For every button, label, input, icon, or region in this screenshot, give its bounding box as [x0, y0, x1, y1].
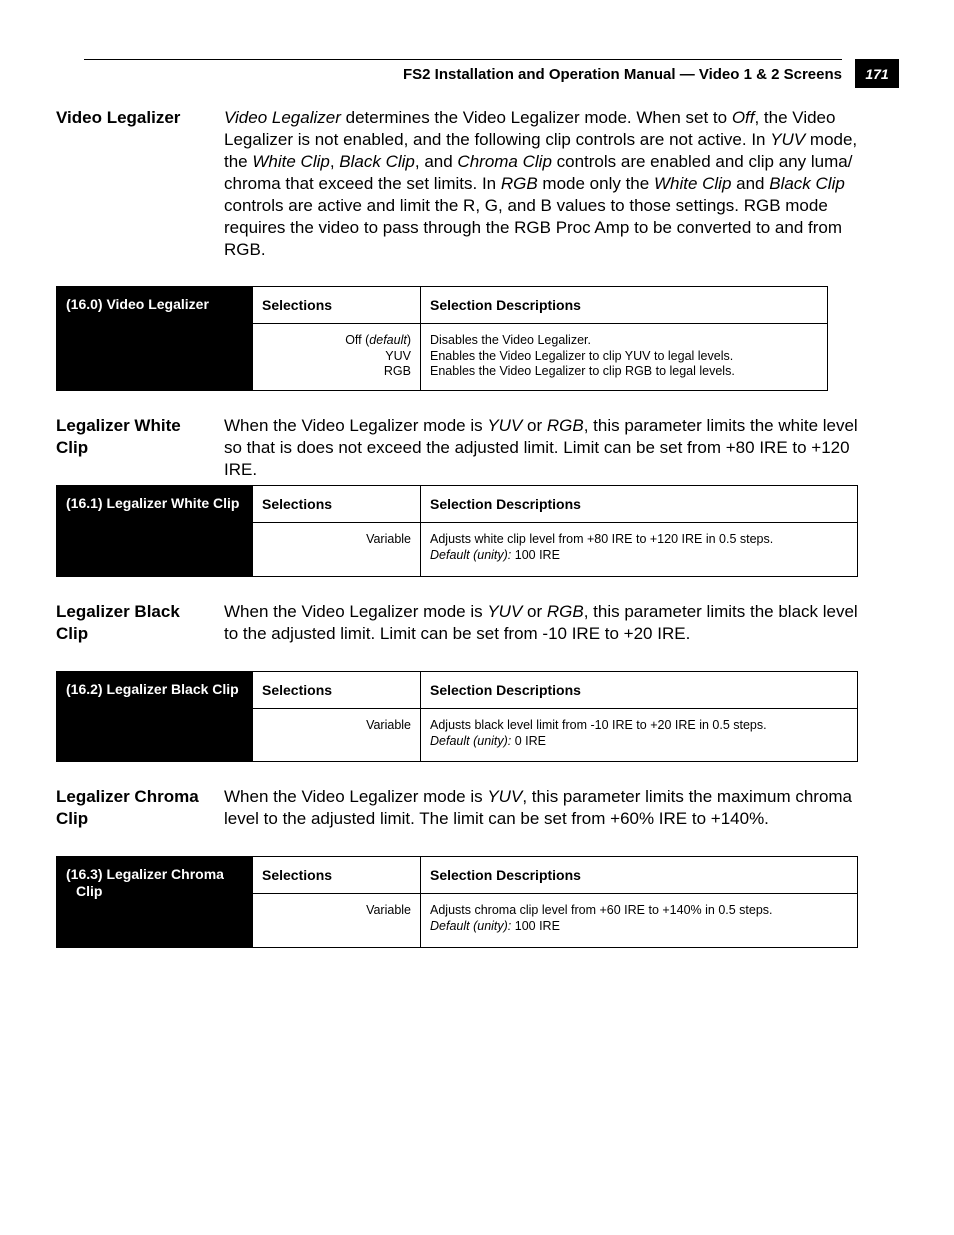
- header-rule: [84, 59, 842, 60]
- selections-header: Selections: [253, 486, 421, 523]
- descriptions-header: Selection Descriptions: [421, 857, 857, 894]
- descriptions-header: Selection Descriptions: [421, 287, 827, 324]
- cell-line: Variable: [366, 718, 411, 732]
- param-name-cell: (16.2) Legalizer Black Clip: [57, 672, 253, 761]
- cell-line: YUV: [385, 348, 411, 363]
- section-body: When the Video Legalizer mode is YUV or RGB, this parameter limits the black level to the adjusted limit. Limit can be set from -10 IRE to +20 IRE.: [224, 602, 858, 643]
- param-table-video-legalizer: [56, 286, 828, 391]
- section-heading: Legalizer Black Clip: [56, 602, 180, 643]
- cell-line: Default (unity): 0 IRE: [430, 733, 547, 748]
- cell-line: Disables the Video Legalizer.: [430, 333, 591, 347]
- running-header: FS2 Installation and Operation Manual — Video 1 & 2 Screens: [403, 66, 842, 83]
- selections-header: Selections: [253, 857, 421, 894]
- cell-line: RGB: [383, 364, 411, 378]
- param-name-cell: (16.3) Legalizer Chroma Clip: [57, 857, 253, 947]
- param-table-legalizer-white-clip: [56, 485, 858, 577]
- cell-line: Adjusts black level limit from -10 IRE to +20 IRE in 0.5 steps.: [430, 718, 767, 732]
- param-table-legalizer-chroma-clip: [56, 856, 858, 948]
- cell-line: Adjusts white clip level from +80 IRE to +120 IRE in 0.5 steps.: [430, 532, 774, 546]
- selections-cell: [253, 709, 421, 761]
- section-body: When the Video Legalizer mode is YUV, this parameter limits the maximum chroma level to the adjusted limit. The limit can be set from +60% IRE to +140%.: [224, 787, 853, 828]
- selections-cell: [253, 894, 421, 947]
- cell-line: Variable: [366, 532, 411, 546]
- cell-line: Variable: [366, 903, 411, 917]
- cell-line: Enables the Video Legalizer to clip YUV to legal levels.: [430, 348, 734, 363]
- cell-line: Adjusts chroma clip level from +60 IRE to +140% in 0.5 steps.: [430, 903, 773, 917]
- selections-header: Selections: [253, 672, 421, 709]
- param-name-cell: (16.0) Video Legalizer: [57, 287, 253, 390]
- selections-header: Selections: [253, 287, 421, 324]
- section-body: When the Video Legalizer mode is YUV or RGB, this parameter limits the white level so that is does not exceed the adjusted limit. Limit can be set from +80 IRE to +120 IRE.: [224, 416, 858, 479]
- param-table-legalizer-black-clip: [56, 671, 858, 762]
- descriptions-cell: [421, 894, 857, 947]
- descriptions-header: Selection Descriptions: [421, 486, 857, 523]
- descriptions-cell: [421, 324, 827, 390]
- section-heading: Legalizer Chroma Clip: [56, 787, 199, 828]
- selections-cell: [253, 523, 421, 576]
- section-heading: Legalizer White Clip: [56, 416, 181, 457]
- section-body: Video Legalizer determines the Video Legalizer mode. When set to Off, the Video Legalizer is not enabled, and the following clip controls are not active. In YUV mode, the White Clip, Black Clip, and Chroma Clip controls are enabled and clip any luma/ chroma that exceed the set limits. In RGB mode only the White Clip and Black Clip controls are active and limit the R, G, and B values to those settings. RGB mode requires the video to pass through the RGB Proc Amp to be converted to and from RGB.: [224, 108, 858, 259]
- cell-line: Default (unity): 100 IRE: [430, 918, 560, 933]
- page-number: 171: [855, 59, 899, 88]
- cell-line: Default (unity): 100 IRE: [430, 547, 560, 562]
- descriptions-cell: [421, 709, 857, 761]
- descriptions-cell: [421, 523, 857, 576]
- selections-cell: [253, 324, 421, 390]
- cell-line: Off (default): [345, 333, 411, 347]
- descriptions-header: Selection Descriptions: [421, 672, 857, 709]
- cell-line: Enables the Video Legalizer to clip RGB to legal levels.: [430, 364, 735, 378]
- section-heading: Video Legalizer: [56, 108, 181, 127]
- param-name-cell: (16.1) Legalizer White Clip: [57, 486, 253, 576]
